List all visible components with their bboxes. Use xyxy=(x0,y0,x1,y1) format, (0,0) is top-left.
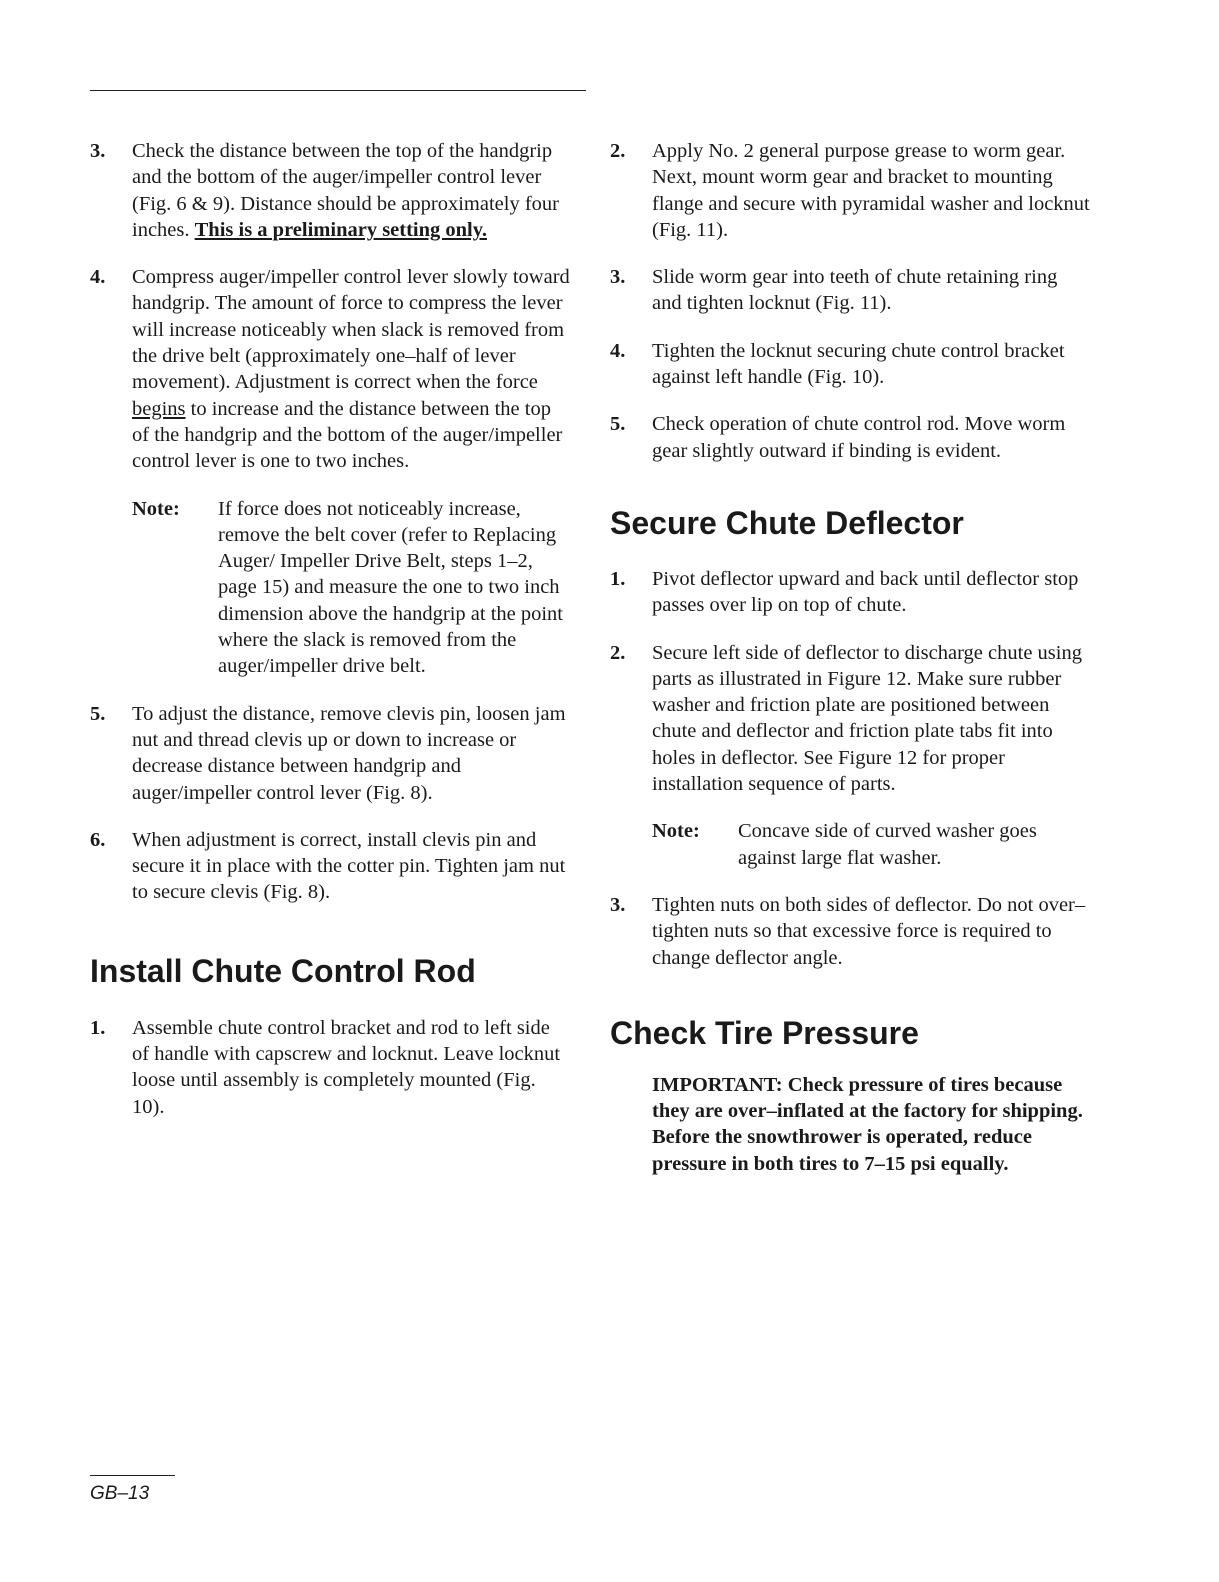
step-text: Secure left side of deflector to discharge chute using parts as illustrated in Figure 12. Make sure rubber washer and friction plate are positioned between chute and deflector and friction plate tabs fit into holes in deflector. See Figure 12 for proper installation sequence of parts. xyxy=(652,641,1082,796)
step-number: 5. xyxy=(610,413,626,436)
underlined-word: begins xyxy=(132,397,186,420)
chute-rod-step-3 xyxy=(610,264,1090,317)
left-column xyxy=(90,138,570,1141)
step-number: 3. xyxy=(90,140,106,162)
step-body-part-a: Compress auger/impeller control lever slowly toward handgrip. The amount of force to compress the lever will increase noticeably when slack is removed from the drive belt (approximately one–half of lever movement). Adjustment is correct when the force xyxy=(132,266,570,394)
step-text: To adjust the distance, remove clevis pin, loosen jam nut and thread clevis up or down to increase or decrease distance between handgrip and auger/impeller control lever (Fig. 8). xyxy=(132,702,566,804)
adjust-step-5 xyxy=(90,701,570,806)
header-rule xyxy=(90,90,586,91)
step-text: Tighten nuts on both sides of deflector. Do not over–tighten nuts so that excessive force is required to change deflector angle. xyxy=(652,893,1086,969)
deflector-step-2 xyxy=(610,640,1090,798)
adjust-step-3 xyxy=(90,138,570,243)
step-number: 3. xyxy=(610,893,626,916)
chute-rod-step-1 xyxy=(90,1015,570,1120)
note-text: Concave side of curved washer goes against large flat washer. xyxy=(738,820,1037,869)
step-text: When adjustment is correct, install clevis pin and secure it in place with the cotter pin. Tighten jam nut to secure clevis (Fig. 8). xyxy=(132,828,566,904)
step-number: 2. xyxy=(610,140,626,162)
step-body-part-b: to increase and the distance between the top of the handgrip and the bottom of the auger/impeller control lever is one to two inches. xyxy=(132,397,563,473)
belt-note xyxy=(132,496,570,680)
deflector-step-3 xyxy=(610,892,1090,971)
step-number: 1. xyxy=(610,567,626,590)
adjust-step-4 xyxy=(90,264,570,474)
step-number: 4. xyxy=(90,266,106,289)
step-text: Check operation of chute control rod. Move worm gear slightly outward if binding is evident. xyxy=(652,413,1066,462)
chute-rod-step-2 xyxy=(610,138,1090,243)
deflector-step-1 xyxy=(610,566,1090,619)
note-text: If force does not noticeably increase, remove the belt cover (refer to Replacing Auger/ Impeller Drive Belt, steps 1–2, page 15) and measure the one to two inch dimension above the handgrip at the point where the slack is removed from the auger/impeller drive belt. xyxy=(218,497,564,678)
step-body: Check the distance between the top of the handgrip and the bottom of the auger/impeller control lever (Fig. 6 & 9). Distance should be approximately four inches. xyxy=(132,140,559,241)
note-label: Note: xyxy=(132,497,180,520)
step-text: Tighten the locknut securing chute control bracket against left handle (Fig. 10). xyxy=(652,339,1065,389)
chute-rod-step-5 xyxy=(610,411,1090,464)
step-text xyxy=(132,138,570,243)
step-text: Assemble chute control bracket and rod to left side of handle with capscrew and locknut. Leave locknut loose until assembly is completely mounted (Fig. 10). xyxy=(132,1016,561,1118)
preliminary-warning: This is a preliminary setting only. xyxy=(194,218,487,241)
step-number: 2. xyxy=(610,641,626,664)
step-text: Apply No. 2 general purpose grease to worm gear. Next, mount worm gear and bracket to mounting flange and secure with pyramidal washer and locknut (Fig. 11). xyxy=(652,140,1090,241)
step-number: 3. xyxy=(610,266,626,289)
step-number: 1. xyxy=(90,1016,106,1039)
step-number: 6. xyxy=(90,828,106,851)
footer-rule xyxy=(90,1475,175,1476)
adjust-step-6 xyxy=(90,827,570,906)
section-heading-chute-control-rod: Install Chute Control Rod xyxy=(90,952,476,989)
page-number: GB–13 xyxy=(90,1483,150,1504)
step-text: Slide worm gear into teeth of chute retaining ring and tighten locknut (Fig. 11). xyxy=(652,266,1058,315)
step-number: 4. xyxy=(610,339,626,362)
right-column xyxy=(610,138,1090,1177)
chute-rod-step-4 xyxy=(610,338,1090,391)
important-tire-notice: IMPORTANT: Check pressure of tires because they are over–inflated at the factory for shipping. Before the snowthrower is operated, reduce pressure in both tires to 7–15 psi equally. xyxy=(652,1073,1083,1175)
step-text: Pivot deflector upward and back until deflector stop passes over lip on top of chute. xyxy=(652,567,1079,617)
step-text xyxy=(132,264,570,474)
section-heading-chute-deflector: Secure Chute Deflector xyxy=(610,504,964,541)
washer-note xyxy=(652,818,1090,871)
step-number: 5. xyxy=(90,702,106,725)
note-label: Note: xyxy=(652,820,700,843)
section-heading-tire-pressure: Check Tire Pressure xyxy=(610,1014,919,1051)
